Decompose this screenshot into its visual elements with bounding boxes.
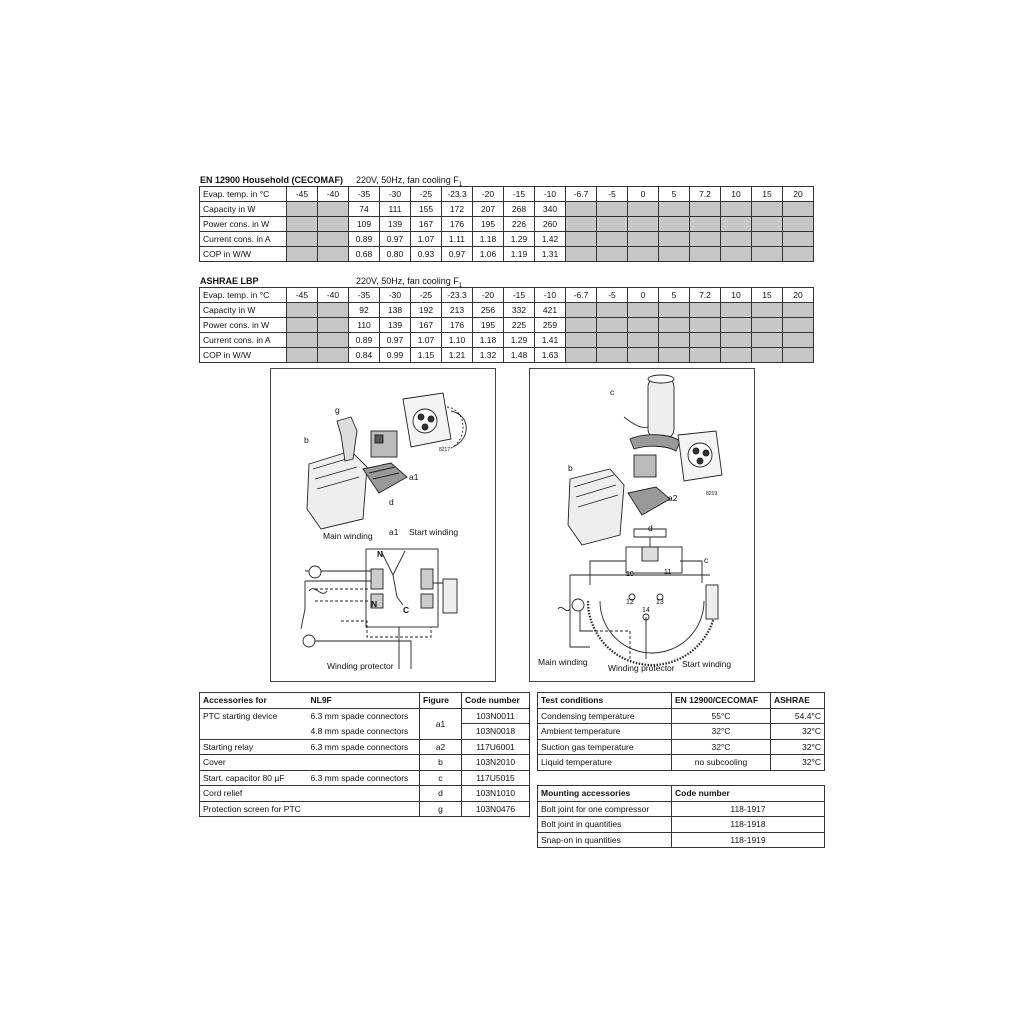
relay-wiring-diagram [529,368,755,682]
data-cell: 421 [535,303,566,318]
temp-header-cell: -35 [349,187,380,202]
row-label: Current cons. in A [200,232,287,247]
label-b-right: b [568,463,573,473]
data-cell: 207 [473,202,504,217]
data-cell: 176 [442,217,473,232]
temp-header-cell: 10 [721,288,752,303]
acc-figure: d [420,786,462,802]
test-en: no subcooling [672,755,771,771]
acc-spec [308,801,420,817]
data-cell: 1.32 [473,348,504,363]
acc-spec: 6.3 mm spade connectors [308,708,420,724]
acc-code: 103N2010 [462,755,530,771]
table-row [200,755,530,771]
acc-spec [308,755,420,771]
data-cell [628,303,659,318]
acc-spec [308,786,420,802]
temp-header-cell: 0 [628,187,659,202]
test-label: Suction gas temperature [538,739,672,755]
label-d: d [389,497,394,507]
data-cell [597,318,628,333]
data-cell: 195 [473,318,504,333]
temp-header-cell: -23.3 [442,187,473,202]
acc-figure: b [420,755,462,771]
data-cell [597,303,628,318]
data-cell: 0.93 [411,247,442,262]
ashrae-section-title: ASHRAE LBP [200,276,259,286]
temp-header-cell: 7.2 [690,187,721,202]
label-start-winding-right: Start winding [682,659,732,669]
data-cell [752,303,783,318]
data-cell: 167 [411,318,442,333]
temp-header-cell: -45 [287,187,318,202]
data-cell: 1.29 [504,232,535,247]
label-terminal-13: 13 [656,599,664,606]
data-cell: 167 [411,217,442,232]
acc-header-accessories: Accessories for [200,693,308,709]
data-cell [690,348,721,363]
data-cell [659,318,690,333]
data-cell [783,303,814,318]
mount-code: 118-1919 [672,832,825,848]
label-terminal-11: 11 [664,569,672,576]
table-row [200,801,530,817]
mount-label: Bolt joint for one compressor [538,801,672,817]
temp-header-cell: 20 [783,288,814,303]
data-cell: 0.89 [349,333,380,348]
data-cell: 139 [380,217,411,232]
temp-header-cell: -15 [504,288,535,303]
mount-header-label: Mounting accessories [538,786,672,802]
table-row [200,724,530,740]
data-cell [566,318,597,333]
data-cell [318,232,349,247]
data-cell [752,348,783,363]
data-cell: 0.89 [349,232,380,247]
data-cell [318,303,349,318]
data-cell [597,348,628,363]
acc-figure: a1 [420,708,462,739]
data-cell: 176 [442,318,473,333]
data-cell: 0.97 [380,333,411,348]
data-cell: 1.41 [535,333,566,348]
table-row [538,724,825,740]
row-label: Capacity in W [200,303,287,318]
temp-header-cell: -25 [411,288,442,303]
data-cell [287,333,318,348]
data-cell [318,202,349,217]
data-cell: 139 [380,318,411,333]
data-cell: 0.68 [349,247,380,262]
test-label: Liquid temperature [538,755,672,771]
table-row [200,318,814,333]
data-cell: 192 [411,303,442,318]
temp-header-cell: 10 [721,187,752,202]
relay-diagram-drawing [530,369,754,681]
data-cell [783,232,814,247]
data-cell: 111 [380,202,411,217]
data-cell [318,217,349,232]
table-row [200,303,814,318]
table-header-row [200,288,814,303]
data-cell: 74 [349,202,380,217]
data-cell [690,303,721,318]
acc-code: 103N1010 [462,786,530,802]
ashrae-performance-table [199,287,814,363]
data-cell [566,247,597,262]
data-cell [690,217,721,232]
temp-header-cell: -20 [473,187,504,202]
test-en: 55°C [672,708,771,724]
data-cell: 1.18 [473,232,504,247]
row-label: COP in W/W [200,348,287,363]
table-row [538,817,825,833]
mounting-accessories-table [537,785,825,848]
label-b: b [304,435,309,445]
temp-header-cell: -23.3 [442,288,473,303]
temp-header-cell: -40 [318,288,349,303]
data-cell: 340 [535,202,566,217]
row-label: Power cons. in W [200,318,287,333]
acc-name [200,724,308,740]
label-terminal-10: 10 [626,571,634,578]
temp-header-cell: -6.7 [566,187,597,202]
label-code-8217: 8217 [439,447,451,453]
acc-name: PTC starting device [200,708,308,724]
data-cell [690,333,721,348]
temp-header-cell: 0 [628,288,659,303]
row-label: Capacity in W [200,202,287,217]
data-cell [287,303,318,318]
data-cell: 225 [504,318,535,333]
data-cell: 172 [442,202,473,217]
data-cell [597,202,628,217]
label-code-8219: 8219 [706,491,718,497]
data-cell [566,303,597,318]
table-row [200,247,814,262]
data-cell [318,318,349,333]
data-cell [287,232,318,247]
data-cell: 0.97 [442,247,473,262]
data-cell: 213 [442,303,473,318]
acc-code: 103N0018 [462,724,530,740]
data-cell [318,333,349,348]
temp-header-cell: 5 [659,288,690,303]
data-cell [628,232,659,247]
label-start-winding: Start winding [409,527,459,537]
acc-figure: g [420,801,462,817]
data-cell [721,247,752,262]
table-row [200,770,530,786]
data-cell [287,318,318,333]
data-cell [721,217,752,232]
data-cell [752,217,783,232]
data-cell: 155 [411,202,442,217]
data-cell: 195 [473,217,504,232]
mount-code: 118-1918 [672,817,825,833]
data-cell: 268 [504,202,535,217]
temp-header-cell: -40 [318,187,349,202]
label-winding-protector: Winding protector [327,661,394,671]
data-cell [721,333,752,348]
data-cell [752,247,783,262]
acc-spec: 6.3 mm spade connectors [308,739,420,755]
test-ashrae: 54.4°C [771,708,825,724]
data-cell: 1.21 [442,348,473,363]
temp-header-cell: 15 [752,187,783,202]
data-cell [752,232,783,247]
data-cell [566,333,597,348]
data-cell [690,318,721,333]
label-main-winding: Main winding [323,531,373,541]
test-header-ashrae: ASHRAE [771,693,825,709]
data-cell [690,202,721,217]
data-cell [597,217,628,232]
data-cell: 138 [380,303,411,318]
acc-figure: a2 [420,739,462,755]
table-row [200,348,814,363]
data-cell: 1.07 [411,333,442,348]
data-cell [628,333,659,348]
data-cell [659,217,690,232]
data-cell [597,333,628,348]
ptc-diagram-drawing [271,369,495,681]
table-row [538,739,825,755]
table-header-row [200,187,814,202]
ptc-wiring-diagram [270,368,496,682]
label-n2: N [371,599,378,609]
data-cell: 1.18 [473,333,504,348]
temp-header-cell: -45 [287,288,318,303]
acc-code: 117U6001 [462,739,530,755]
mount-header-code: Code number [672,786,825,802]
data-cell: 332 [504,303,535,318]
label-n1: N [377,549,384,559]
data-cell [287,202,318,217]
temp-header-cell: -6.7 [566,288,597,303]
data-cell: 260 [535,217,566,232]
data-cell [287,217,318,232]
temp-header-cell: 15 [752,288,783,303]
data-cell [628,318,659,333]
temp-header-cell: 20 [783,187,814,202]
test-label: Condensing temperature [538,708,672,724]
data-cell: 259 [535,318,566,333]
acc-code: 117U5015 [462,770,530,786]
label-winding-protector-right: Winding protector [608,663,675,673]
test-ashrae: 32°C [771,739,825,755]
row-label: Power cons. in W [200,217,287,232]
data-cell [659,303,690,318]
data-cell [566,232,597,247]
data-cell [690,232,721,247]
temp-header-cell: -30 [380,187,411,202]
mount-code: 118-1917 [672,801,825,817]
data-cell: 0.80 [380,247,411,262]
temp-header-cell: -5 [597,288,628,303]
data-cell [659,232,690,247]
data-cell [628,348,659,363]
data-cell: 0.84 [349,348,380,363]
accessories-table [199,692,530,817]
table-row [200,708,530,724]
data-cell [659,247,690,262]
data-cell: 1.42 [535,232,566,247]
temp-header-cell: -20 [473,288,504,303]
data-cell [721,202,752,217]
temp-header-cell: 5 [659,187,690,202]
label-c: C [403,605,410,615]
table-row [200,217,814,232]
data-cell [783,318,814,333]
ashrae-section-subtitle: 220V, 50Hz, fan cooling $F_1$ [356,276,463,289]
data-cell [659,333,690,348]
test-header-label: Test conditions [538,693,672,709]
label-g: g [335,405,340,415]
test-label: Ambient temperature [538,724,672,740]
label-c-right: c [704,555,709,565]
acc-code: 103N0011 [462,708,530,724]
label-a2: a2 [668,493,678,503]
data-cell [783,247,814,262]
data-cell [287,247,318,262]
temp-header-cell: -10 [535,288,566,303]
row-label: COP in W/W [200,247,287,262]
en-section-title: EN 12900 Household (CECOMAF) [200,175,344,185]
temp-header-cell: -35 [349,288,380,303]
data-cell: 1.10 [442,333,473,348]
data-cell: 109 [349,217,380,232]
data-cell [783,333,814,348]
data-cell: 92 [349,303,380,318]
temp-header-cell: -10 [535,187,566,202]
data-cell: 1.07 [411,232,442,247]
data-cell [721,303,752,318]
data-cell: 110 [349,318,380,333]
table-row [538,801,825,817]
data-cell [566,217,597,232]
table-row [200,739,530,755]
acc-header-code: Code number [462,693,530,709]
data-cell [783,217,814,232]
data-cell: 1.06 [473,247,504,262]
data-cell [566,202,597,217]
label-terminal-12: 12 [626,599,634,606]
acc-name: Cover [200,755,308,771]
data-cell: 226 [504,217,535,232]
data-cell [690,247,721,262]
test-ashrae: 32°C [771,755,825,771]
acc-name: Start. capacitor 80 µF [200,770,308,786]
data-cell [628,247,659,262]
data-cell [752,333,783,348]
row-label: Current cons. in A [200,333,287,348]
data-cell: 0.97 [380,232,411,247]
temp-header-cell: -25 [411,187,442,202]
data-cell [721,232,752,247]
data-cell [628,217,659,232]
data-cell [566,348,597,363]
data-cell [752,318,783,333]
table-row [200,333,814,348]
temp-header-cell: 7.2 [690,288,721,303]
data-cell: 1.11 [442,232,473,247]
data-cell: 1.63 [535,348,566,363]
acc-spec: 6.3 mm spade connectors [308,770,420,786]
label-main-winding-right: Main winding [538,657,588,667]
data-cell [783,348,814,363]
data-cell [659,202,690,217]
table-row [538,755,825,771]
acc-code: 103N0476 [462,801,530,817]
table-row [538,708,825,724]
data-cell [721,348,752,363]
table-row [538,832,825,848]
acc-name: Protection screen for PTC [200,801,308,817]
en-performance-table [199,186,814,262]
data-cell [318,348,349,363]
table-row [200,202,814,217]
data-cell [659,348,690,363]
data-cell [721,318,752,333]
mount-label: Snap-on in quantities [538,832,672,848]
data-cell: 1.48 [504,348,535,363]
table-row [200,232,814,247]
data-cell [783,202,814,217]
test-en: 32°C [672,724,771,740]
data-cell: 1.19 [504,247,535,262]
acc-name: Cord relief [200,786,308,802]
table-row [200,786,530,802]
label-a1-top: a1 [409,472,419,482]
data-cell [318,247,349,262]
test-header-en: EN 12900/CECOMAF [672,693,771,709]
data-cell: 1.31 [535,247,566,262]
data-cell: 1.15 [411,348,442,363]
data-cell [628,202,659,217]
test-en: 32°C [672,739,771,755]
test-conditions-table [537,692,825,771]
data-cell: 0.99 [380,348,411,363]
acc-header-figure: Figure [420,693,462,709]
label-d-right: d [648,523,653,533]
acc-spec: 4.8 mm spade connectors [308,724,420,740]
acc-header-model: NL9F [308,693,420,709]
label-c-top: c [610,387,615,397]
data-cell [752,202,783,217]
data-cell [287,348,318,363]
temp-header-cell: -30 [380,288,411,303]
data-cell [597,232,628,247]
temp-header-label: Evap. temp. in °C [200,187,287,202]
temp-header-cell: -5 [597,187,628,202]
temp-header-cell: -15 [504,187,535,202]
temp-header-label: Evap. temp. in °C [200,288,287,303]
acc-name: Starting relay [200,739,308,755]
test-ashrae: 32°C [771,724,825,740]
data-cell: 1.29 [504,333,535,348]
en-section-subtitle: 220V, 50Hz, fan cooling $F_1$ [356,175,463,188]
mount-label: Bolt joint in quantities [538,817,672,833]
data-cell [597,247,628,262]
label-terminal-14: 14 [642,607,650,614]
label-a1: a1 [389,527,399,537]
data-cell: 256 [473,303,504,318]
acc-figure: c [420,770,462,786]
